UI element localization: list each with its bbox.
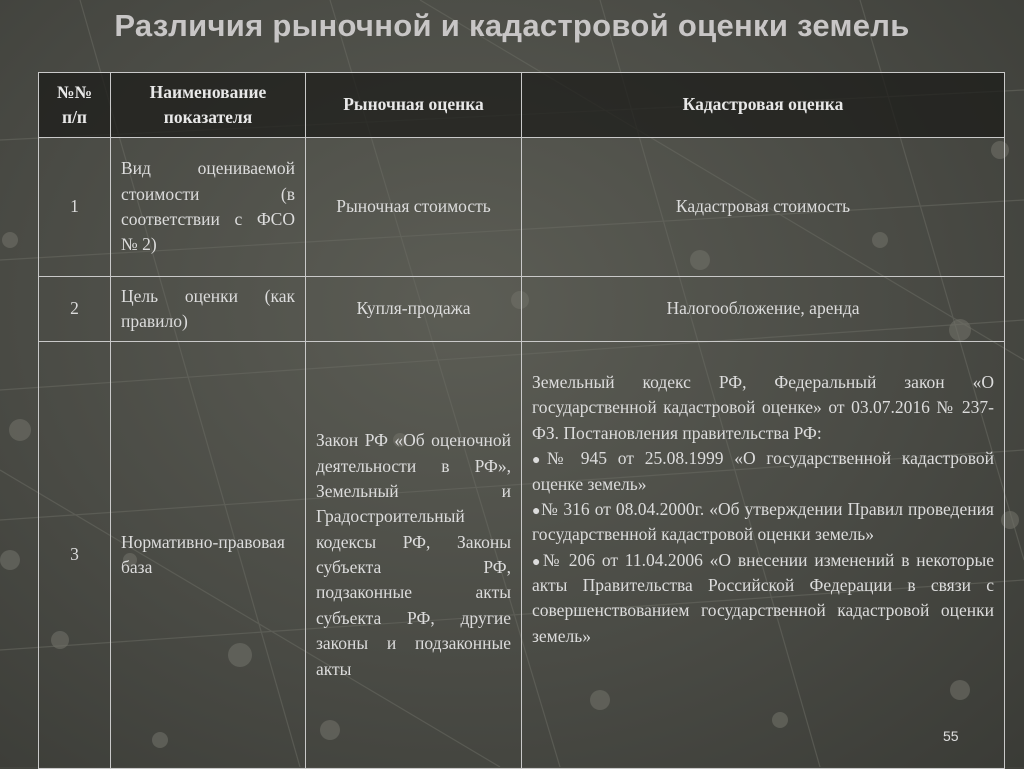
list-item [532,446,994,497]
list-item [532,548,994,650]
table-header-row [39,73,1005,138]
row-number: 2 [39,277,111,342]
row-cadastral-value: Кадастровая стоимость [522,138,1005,277]
row-market-value: Купля-продажа [306,277,522,342]
resolution-text: № 316 от 08.04.2000г. «Об утверждении Правил проведения государственной кадастровой оценки земель» [532,498,994,545]
comparison-table [38,72,1005,769]
row-market-value: Рыночная стоимость [306,138,522,277]
bullet-icon: ● [532,503,542,519]
header-cadastral-valuation: Кадастровая оценка [522,73,1005,138]
row-number: 1 [39,138,111,277]
slide-title: Различия рыночной и кадастровой оценки земель [114,8,910,43]
header-market-valuation: Рыночная оценка [306,73,522,138]
table-row [39,342,1005,769]
resolution-text: № 206 от 11.04.2006 «О внесении изменений в некоторые акты Правительства Российской Федерации в связи с совершенствованием государственной кадастровой оценки земель» [532,549,994,646]
table-row [39,277,1005,342]
cadastral-legal-intro: Земельный кодекс РФ, Федеральный закон «О государственной кадастровой оценке» от 03.07.2016 № 237-ФЗ. Постановления правительства РФ: [532,372,994,443]
row-cadastral-value: Налогообложение, аренда [522,277,1005,342]
row-indicator-name: Цель оценки (как правило) [111,277,306,342]
bullet-icon: ● [532,453,547,469]
resolution-list [532,446,994,649]
resolution-text: № 945 от 25.08.1999 «О государственной кадастровой оценке земель» [532,448,994,494]
bullet-icon: ● [532,554,543,570]
row-number: 3 [39,342,111,769]
row-indicator-name: Нормативно-правовая база [111,342,306,769]
row-cadastral-value [522,342,1005,769]
row-indicator-name: Вид оцениваемой стоимости (в соответствии с ФСО № 2) [111,138,306,277]
header-indicator-name: Наименование показателя [111,73,306,138]
row-market-value: Закон РФ «Об оценочной деятельности в РФ», Земельный и Градостроительный кодексы РФ, Законы субъекта РФ, подзаконные акты субъекта РФ, другие законы и подзаконные акты [306,342,522,769]
table-row [39,138,1005,277]
list-item [532,497,994,548]
page-number: 55 [943,728,959,744]
header-number: №№ п/п [39,73,111,138]
